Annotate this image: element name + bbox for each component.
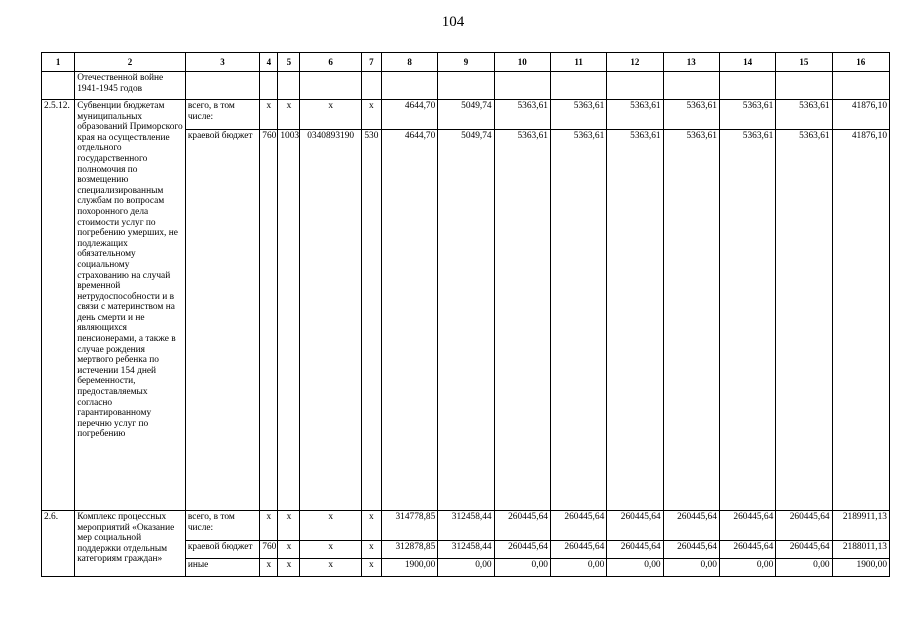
budget-table — [41, 52, 890, 577]
funding-source: иные — [185, 559, 259, 577]
table-row: иные x x x x 1900,00 0,00 0,00 0,00 0,00 0,00 0,00 0,00 1900,00 — [42, 559, 890, 577]
header-cell: 16 — [832, 53, 889, 72]
header-cell: 6 — [300, 53, 361, 72]
funding-source: всего, в том числе: — [185, 100, 259, 130]
measure-id: 2.5.12. — [42, 100, 75, 511]
table-row — [42, 72, 890, 100]
table-row: 2.6. Комплекс процессных мероприятий «Оказание мер социальной поддержки отдельным категориям граждан» всего, в том числе: x x x x 314778,85 312458,44 260445,64 260445,64 260445,64 260445,64 260445,64 260445,64 2189911,13 — [42, 511, 890, 541]
table-row: краевой бюджет 760 x x x 312878,85 312458,44 260445,64 260445,64 260445,64 260445,64 260445,64 260445,64 2188011,13 — [42, 541, 890, 559]
table-row: 2.5.12. Субвенции бюджетам муниципальных образований Приморского края на осуществление отдельного государственного полномочия по возмещению специализированным службам по вопросам похоронного дела стоимости услуг по погребению умерших, не подлежащих обязательному социальному страхованию на случай временной нетрудоспособности и в связи с материнством на день смерти и не являющихся пенсионерами, а также в случае рождения мертвого ребенка по истечении 154 дней беременности, предоставляемых согласно гарантированному перечню услуг по погребению всего, в том числе: x x x x 4644,70 5049,74 5363,61 5363,61 5363,61 5363,61 5363,61 5363,61 41876,10 — [42, 100, 890, 130]
funding-source: краевой бюджет — [185, 541, 259, 559]
header-cell: 14 — [719, 53, 775, 72]
funding-source: всего, в том числе: — [185, 511, 259, 541]
table-row: краевой бюджет 760 1003 0340893190 530 4644,70 5049,74 5363,61 5363,61 5363,61 5363,61 5363,61 5363,61 41876,10 — [42, 130, 890, 511]
header-cell: 4 — [260, 53, 278, 72]
measure-name: Отечественной войне 1941-1945 годов — [75, 72, 186, 100]
header-cell: 12 — [607, 53, 663, 72]
header-cell: 11 — [550, 53, 606, 72]
header-cell: 7 — [361, 53, 381, 72]
header-cell: 10 — [494, 53, 550, 72]
header-cell: 1 — [42, 53, 75, 72]
measure-id: 2.6. — [42, 511, 75, 577]
header-row — [42, 53, 890, 72]
header-cell: 15 — [776, 53, 832, 72]
page-number: 104 — [441, 14, 465, 30]
funding-source: краевой бюджет — [185, 130, 259, 511]
measure-name: Комплекс процессных мероприятий «Оказание мер социальной поддержки отдельным категориям граждан» — [75, 511, 186, 577]
header-cell: 5 — [278, 53, 300, 72]
header-cell: 13 — [663, 53, 719, 72]
header-cell: 2 — [75, 53, 186, 72]
header-cell: 9 — [438, 53, 494, 72]
header-cell: 8 — [381, 53, 437, 72]
measure-name: Субвенции бюджетам муниципальных образований Приморского края на осуществление отдельного государственного полномочия по возмещению специализированным службам по вопросам похоронного дела стоимости услуг по погребению умерших, не подлежащих обязательному социальному страхованию на случай временной нетрудоспособности и в связи с материнством на день смерти и не являющихся пенсионерами, а также в случае рождения мертвого ребенка по истечении 154 дней беременности, предоставляемых согласно гарантированному перечню услуг по погребению — [75, 100, 186, 511]
header-cell: 3 — [185, 53, 259, 72]
